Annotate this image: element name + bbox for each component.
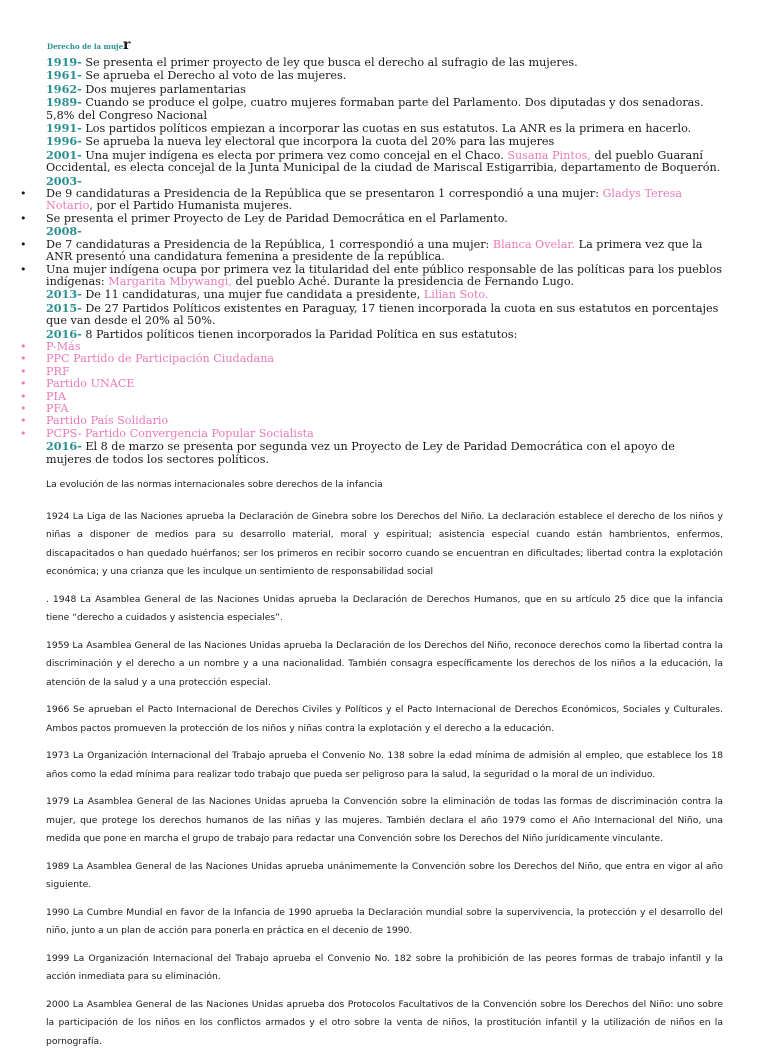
entry-text: De 11 candidaturas, una mujer fue candidata a presidente,: [81, 288, 424, 302]
paragraph-1948: . 1948 La Asamblea General de las Naciones Unidas aprueba la Declaración de Derechos Humanos, que en su artículo 25 dice que la infancia tiene “derecho a cuidados y asistencia especiales”.: [46, 593, 723, 623]
entry-text: Una mujer indígena es electa por primera vez como concejal en el Chaco.: [81, 148, 508, 162]
year-label: 2015-: [46, 300, 82, 315]
section-title: [47, 37, 768, 56]
party-list: [0, 341, 768, 440]
party-item: • P-Más: [0, 341, 722, 353]
entry-text: Los partidos políticos empiezan a incorporar las cuotas en sus estatutos. La ANR es la primera en hacerlo.: [81, 122, 692, 136]
timeline-entry-2016-bill: [46, 440, 722, 466]
timeline-entry-2008: [46, 225, 722, 238]
paragraph-1973: 1973 La Organización Internacional del Trabajo aprueba el Convenio No. 138 sobre la edad mínima de admisión al empleo, que establece los 18 años como la edad mínima para realizar todo trabajo que pueda ser peligroso para la salud, la seguridad o la moral de un individuo.: [46, 750, 723, 780]
entry-text: Una mujer indígena ocupa por primera vez la titularidad del ente público responsable de las políticas para los pueblos indígenas:: [46, 262, 722, 288]
paragraph-1979: 1979 La Asamblea General de las Naciones Unidas aprueba la Convención sobre la eliminación de todas las formas de discriminación contra la mujer, que protege los derechos humanos de las niñas y las mujeres. También declara el año 1979 como el Año Internacional del Niño, una medida que pone en marcha el grupo de trabajo para redactar una Convención sobre los Derechos del Niño jurídicamente vinculante.: [46, 796, 723, 844]
entry-text: Se presenta el primer proyecto de ley que busca el derecho al sufragio de las mujeres.: [81, 56, 578, 69]
year-label: 2003-: [46, 173, 82, 188]
entry-text: La primera vez que la ANR presentó una candidatura femenina a presidente de la república.: [46, 237, 703, 264]
timeline-entry-2003: [46, 175, 722, 188]
entry-text: 8 Partidos políticos tienen incorporados la Paridad Política en sus estatutos:: [81, 327, 518, 341]
year-label: 2016-: [46, 326, 82, 341]
entry-text: De 7 candidaturas a Presidencia de la República, 1 correspondió a una mujer:: [46, 237, 493, 251]
timeline-entry-2013: [46, 288, 722, 301]
year-label: 1989-: [46, 95, 82, 110]
bullet-item: [0, 239, 722, 264]
paragraph-1989: 1989 La Asamblea General de las Naciones Unidas aprueba unánimemente la Convención sobre los Derechos del Niño, que entra en vigor al año siguiente.: [46, 860, 723, 890]
entry-text: Se aprueba la nueva ley electoral que incorpora la cuota del 20% para las mujeres: [81, 135, 555, 149]
entry-text: De 27 Partidos Políticos existentes en Paraguay, 17 tienen incorporada la cuota en sus estatutos en porcentajes que van desde el 20% al 50%.: [46, 301, 719, 328]
title-text: Derecho de la muje: [47, 42, 124, 51]
highlighted-name: Lilian Soto.: [423, 288, 489, 302]
party-item: • Partido País Solidario: [0, 415, 722, 427]
year-label: 2013-: [46, 287, 82, 302]
party-item: • PCPS- Partido Convergencia Popular Socialista: [0, 428, 722, 440]
womens-rights-timeline: [0, 37, 768, 466]
paragraph-1959: 1959 La Asamblea General de las Naciones Unidas aprueba la Declaración de los Derechos del Niño, reconoce derechos como la libertad contra la discriminación y el derecho a un nombre y a una nacionalidad. También consagra específicamente los derechos de los niños a la educación, la atención de la salud y a una protección especial.: [46, 639, 723, 688]
bullet-item: [0, 264, 722, 289]
paragraph-1990: 1990 La Cumbre Mundial en favor de la Infancia de 1990 aprueba la Declaración mundial sobre la supervivencia, la protección y el desarrollo del niño, junto a un plan de acción para ponerla en práctica en el decenio de 1990.: [46, 906, 723, 936]
year-label: 2016-: [46, 439, 82, 454]
bullet-item: [0, 213, 722, 225]
entry-text: Cuando se produce el golpe, cuatro mujeres formaban parte del Parlamento. Dos diputadas y dos senadoras. 5,8% del Congreso Nacional: [46, 96, 704, 122]
year-label: 1962-: [46, 81, 82, 96]
section-heading: La evolución de las normas internacionales sobre derechos de la infancia: [46, 479, 383, 490]
year-label: 1919-: [46, 55, 82, 69]
timeline-entry-2016-parties: [46, 328, 722, 341]
entry-text: Se aprueba el Derecho al voto de las mujeres.: [81, 69, 347, 83]
highlighted-name: Susana Pintos,: [507, 148, 591, 162]
timeline-entry-1996: [46, 135, 722, 148]
party-item: • PIA: [0, 391, 722, 403]
year-label: 2008-: [46, 224, 82, 239]
entry-text: Se presenta el primer Proyecto de Ley de Paridad Democrática en el Parlamento.: [46, 211, 508, 225]
timeline-entry-2015: [46, 302, 722, 328]
childrens-rights-section: [46, 476, 723, 1060]
party-item: • PRF: [0, 366, 722, 378]
timeline-entry-1989: [46, 96, 722, 122]
party-item: • Partido UNACE: [0, 378, 722, 390]
highlighted-name: Margarita Mbywangi,: [108, 274, 232, 288]
entry-text: El 8 de marzo se presenta por segunda vez un Proyecto de Ley de Paridad Democrática con el apoyo de mujeres de todos los sectores políticos.: [46, 440, 675, 466]
entry-text: del pueblo Aché. Durante la presidencia de Fernando Lugo.: [231, 274, 574, 288]
entry-text: , por el Partido Humanista mujeres.: [89, 199, 293, 213]
year-label: 1996-: [46, 134, 82, 149]
timeline-entry-1991: [46, 122, 722, 135]
timeline-entry-1962: [46, 83, 722, 96]
entry-text: del pueblo Guaraní Occidental, es electa concejal de la Junta Municipal de la ciudad de Mariscal Estigarribia, departamento de Boquerón.: [46, 148, 721, 175]
party-item: • PFA: [0, 403, 722, 415]
paragraph-1966: 1966 Se aprueban el Pacto Internacional de Derechos Civiles y Políticos y el Pacto Internacional de Derechos Económicos, Sociales y Culturales. Ambos pactos promueven la protección de los niños y niñas contra la explotación y el derecho a la educación.: [46, 704, 723, 734]
entry-text: Dos mujeres parlamentarias: [81, 82, 246, 96]
year-label: 2001-: [46, 147, 82, 162]
timeline-entry-2001: [46, 149, 722, 175]
bullet-item: [0, 188, 722, 213]
paragraph-2000: 2000 La Asamblea General de las Naciones Unidas aprueba dos Protocolos Facultativos de la Convención sobre los Derechos del Niño: uno sobre la participación de los niños en los conflictos armados y el otro sobre la venta de niños, la prostitución infantil y la utilización de niños en la pornografía.: [46, 998, 723, 1047]
timeline-entry-1961: [46, 69, 722, 82]
paragraph-1924: 1924 La Liga de las Naciones aprueba la Declaración de Ginebra sobre los Derechos del Niño. La declaración establece el derecho de los niños y niñas a disponer de medios para su desarrollo material, moral y espiritual; asistencia especial cuando están hambrientos, enfermos, discapacitados o han quedado huérfanos; ser los primeros en recibir socorro cuando se encuentran en dificultades; libertad contra la explotación económica; y una crianza que les inculque un sentimiento de responsabilidad social: [46, 510, 723, 577]
year-label: 1991-: [46, 121, 82, 136]
year-label: 1961-: [46, 68, 82, 83]
highlighted-name: Blanca Ovelar.: [492, 237, 576, 251]
timeline-entry-1919: [46, 56, 722, 69]
party-item: • PPC Partido de Participación Ciudadana: [0, 353, 722, 365]
title-last-letter: r: [123, 37, 131, 53]
highlighted-name: Gladys Teresa Notario: [46, 187, 683, 213]
entry-text: De 9 candidaturas a Presidencia de la República que se presentaron 1 correspondió a una mujer:: [46, 187, 603, 201]
paragraph-1999: 1999 La Organización Internacional del Trabajo aprueba el Convenio No. 182 sobre la prohibición de las peores formas de trabajo infantil y la acción inmediata para su eliminación.: [46, 952, 723, 982]
